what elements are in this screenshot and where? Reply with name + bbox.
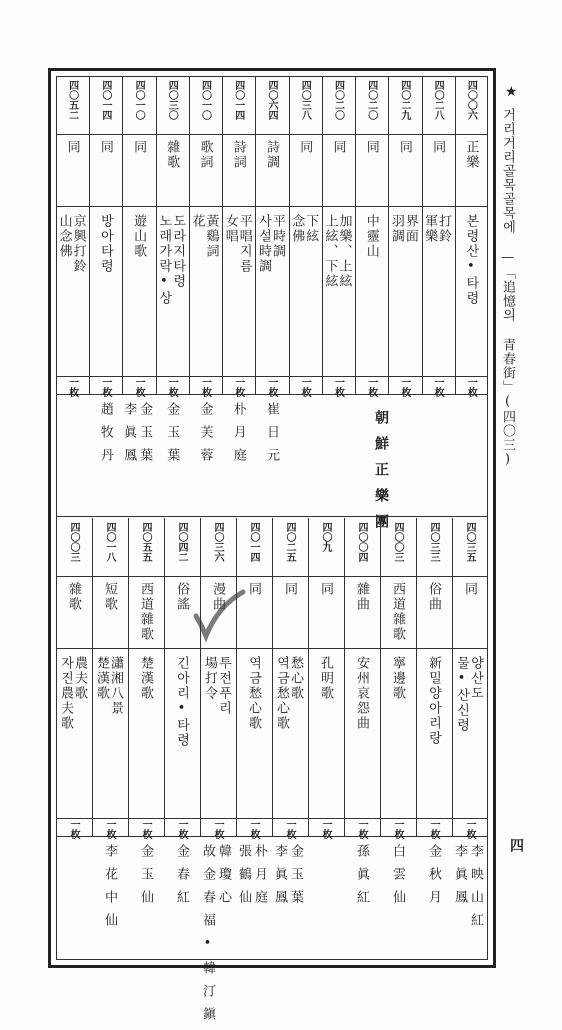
- song-title: 打鈴: [436, 214, 452, 244]
- artist-name: 金玉葉: [164, 402, 180, 471]
- column-divider: [200, 518, 201, 836]
- column-divider: [452, 518, 453, 836]
- song-title-alt: 사설時調: [256, 214, 271, 274]
- column-divider: [122, 76, 123, 394]
- unit-label: 一枚: [320, 819, 331, 839]
- artist-name: 金玉葉: [137, 402, 153, 471]
- record-number: 四〇〇四: [356, 522, 367, 562]
- record-number: 四〇〇三: [392, 522, 403, 562]
- genre-label: 雜曲: [354, 582, 369, 612]
- unit-label: 一枚: [299, 377, 311, 397]
- column-divider: [164, 518, 165, 836]
- genre-label: 同: [246, 582, 261, 597]
- record-number: 四〇三六: [212, 522, 223, 562]
- unit-label: 一枚: [284, 819, 295, 839]
- genre-label: 西道雜歌: [390, 582, 405, 642]
- genre-label: 漫曲: [210, 582, 225, 612]
- artist-name: 金芙蓉: [197, 402, 213, 471]
- song-title: 긴아리•타령: [174, 656, 189, 748]
- row-divider: [56, 206, 488, 207]
- song-title: 中靈山: [363, 214, 379, 259]
- genre-label: 俗曲: [426, 582, 441, 612]
- song-title-alt: 花: [189, 214, 205, 229]
- unit-label: 一枚: [392, 819, 403, 839]
- unit-label: 一枚: [248, 819, 259, 839]
- song-title-alt: 上絃、下絃: [322, 214, 338, 289]
- unit-label: 一枚: [232, 377, 244, 397]
- song-title-alt: 자진農夫歌: [58, 656, 73, 731]
- unit-label: 一枚: [166, 377, 178, 397]
- song-title-alt: 山念佛: [56, 214, 72, 259]
- record-number: 四〇一四: [99, 80, 111, 120]
- record-number: 四〇三〇: [166, 80, 178, 120]
- artist-name: 崔日元: [264, 402, 279, 471]
- genre-label: 同: [97, 140, 113, 155]
- column-divider: [344, 518, 345, 836]
- genre-label: 詩調: [264, 140, 279, 170]
- song-title: 遊山歌: [131, 214, 147, 259]
- column-divider: [380, 518, 381, 836]
- record-number: 四〇四二: [176, 522, 187, 562]
- song-title: 平唱지름: [236, 214, 252, 274]
- artist-name: 金玉仙: [138, 844, 153, 913]
- column-divider: [236, 518, 237, 836]
- genre-label: 正樂: [463, 140, 479, 170]
- genre-label: 雜歌: [164, 140, 180, 170]
- song-title-alt: 場打令: [202, 656, 217, 701]
- song-title: 寧邊歌: [390, 656, 405, 701]
- song-title: 楚漢歌: [138, 656, 153, 701]
- artist-name-alt: 故金春福•韓汀鎭: [200, 844, 215, 1030]
- song-title: 農夫歌: [72, 656, 87, 701]
- column-divider: [308, 518, 309, 836]
- column-divider: [189, 76, 190, 394]
- song-title-alt: 軍樂: [422, 214, 438, 244]
- genre-label: 短歌: [102, 582, 117, 612]
- unit-label: 一枚: [212, 819, 223, 839]
- song-title: 京興打鈴: [70, 214, 86, 274]
- row-divider: [56, 836, 488, 837]
- record-number: 四〇九: [320, 522, 331, 552]
- record-number: 四〇六四: [266, 80, 277, 120]
- record-number: 四〇五五: [140, 522, 151, 562]
- genre-label: 同: [430, 140, 446, 155]
- unit-label: 一枚: [68, 819, 79, 839]
- record-number: 四〇三三: [428, 522, 439, 562]
- unit-label: 一枚: [398, 377, 410, 397]
- artist-name: 李花中仙: [102, 844, 117, 936]
- column-divider: [272, 518, 273, 836]
- song-title: 黃鷄詞: [203, 214, 219, 259]
- unit-label: 一枚: [464, 819, 475, 839]
- record-number: 四〇二八: [432, 80, 444, 120]
- page-number: 四: [508, 838, 524, 852]
- section-divider: [56, 516, 488, 517]
- genre-label: 同: [363, 140, 379, 155]
- column-divider: [89, 76, 90, 394]
- unit-label: 一枚: [104, 819, 115, 839]
- record-number: 四〇五二: [66, 80, 78, 120]
- unit-label: 一枚: [432, 377, 444, 397]
- artist-name-alt: 張鶴仙: [236, 844, 251, 913]
- record-number: 四〇〇六: [465, 80, 477, 120]
- artist-name: 朴月庭: [230, 402, 246, 471]
- song-title: 방아타령: [97, 214, 113, 274]
- song-title: 愁心歌: [288, 656, 303, 701]
- song-title: 瀟湘八景: [108, 656, 123, 716]
- record-number: 四〇一四: [248, 522, 259, 562]
- column-divider: [56, 518, 57, 836]
- genre-label: 同: [318, 582, 333, 597]
- artist-name: 趙牧丹: [97, 402, 113, 471]
- unit-label: 一枚: [66, 377, 78, 397]
- genre-label: 同: [462, 582, 477, 597]
- song-title-alt: 女唱: [222, 214, 238, 244]
- group-label: 朝鮮正樂團: [373, 410, 389, 540]
- song-title-alt: 楚漢歌: [94, 656, 109, 701]
- unit-label: 一枚: [365, 377, 377, 397]
- song-title: 平時調: [270, 214, 285, 259]
- song-title-alt: 羽調: [388, 214, 404, 244]
- record-number: 四〇二九: [398, 80, 410, 120]
- unit-label: 一枚: [140, 819, 151, 839]
- song-title: 본령산•타령: [463, 214, 479, 306]
- artist-name: 金春紅: [174, 844, 189, 913]
- unit-label: 一枚: [428, 819, 439, 839]
- song-title: 下絃: [303, 214, 319, 244]
- unit-label: 一枚: [465, 377, 477, 397]
- song-title-alt: 역금愁心歌: [274, 656, 289, 731]
- side-star: ★: [505, 84, 518, 100]
- artist-name: 金玉葉: [288, 844, 303, 913]
- record-number: 四〇二五: [284, 522, 295, 562]
- song-title-alt: 물•산신령: [454, 656, 469, 733]
- genre-label: 同: [396, 140, 412, 155]
- genre-label: 同: [64, 140, 80, 155]
- record-number: 四〇三八: [299, 80, 311, 120]
- record-number: 四〇一〇: [199, 80, 211, 120]
- song-title: 安州哀怨曲: [354, 656, 369, 731]
- record-number: 四〇二〇: [332, 80, 344, 120]
- unit-label: 一枚: [332, 377, 344, 397]
- record-number: 四〇一〇: [133, 80, 145, 120]
- artist-name-alt: 李眞鳳: [121, 402, 137, 471]
- unit-label: 一枚: [176, 819, 187, 839]
- record-number: 四〇〇三: [68, 522, 79, 562]
- genre-label: 俗謠: [174, 582, 189, 612]
- column-divider: [128, 518, 129, 836]
- genre-label: 同: [282, 582, 297, 597]
- column-divider: [92, 518, 93, 836]
- genre-label: 西道雜歌: [138, 582, 153, 642]
- genre-label: 詩詞: [230, 140, 246, 170]
- row-divider: [56, 134, 488, 135]
- song-title: 역금愁心歌: [246, 656, 261, 731]
- genre-label: 歌詞: [197, 140, 213, 170]
- song-title: 양산도: [468, 656, 483, 701]
- song-title: 투전푸리: [216, 656, 231, 716]
- column-divider: [455, 76, 456, 394]
- song-title-alt: 노래가락•상: [156, 214, 172, 306]
- song-title: 界面: [402, 214, 418, 244]
- unit-label: 一枚: [133, 377, 145, 397]
- genre-label: 同: [131, 140, 147, 155]
- column-divider: [416, 518, 417, 836]
- song-title-alt: 念佛: [289, 214, 305, 244]
- genre-label: 同: [297, 140, 313, 155]
- song-title: 孔明歌: [318, 656, 333, 701]
- song-title: 도라지타령: [170, 214, 186, 289]
- record-number: 四〇一八: [104, 522, 115, 562]
- artist-name: 白雲仙: [390, 844, 405, 913]
- side-title: 거리거리골목골목에 —「追憶의 青春街」(四〇三): [500, 108, 515, 468]
- record-number: 四〇二〇: [365, 80, 377, 120]
- column-divider: [355, 76, 356, 394]
- artist-name: 韓瓊心: [216, 844, 231, 913]
- artist-name: 李映山紅: [468, 844, 483, 936]
- artist-name: 金秋月: [426, 844, 441, 913]
- genre-label: 雜歌: [66, 582, 81, 612]
- genre-label: 同: [330, 140, 346, 155]
- artist-name: 朴月庭: [252, 844, 267, 913]
- song-title: 新밀양아리랑: [426, 656, 441, 746]
- unit-label: 一枚: [99, 377, 111, 397]
- unit-label: 一枚: [266, 377, 277, 397]
- unit-label: 一枚: [356, 819, 367, 839]
- song-title: 加樂、上絃: [336, 214, 352, 289]
- artist-name-alt: 李眞鳳: [272, 844, 287, 913]
- artist-name-alt: 李眞鳳: [452, 844, 467, 913]
- unit-label: 一枚: [199, 377, 211, 397]
- record-number: 四〇三五: [464, 522, 475, 562]
- record-number: 四〇一四: [232, 80, 244, 120]
- artist-name: 孫眞紅: [354, 844, 369, 913]
